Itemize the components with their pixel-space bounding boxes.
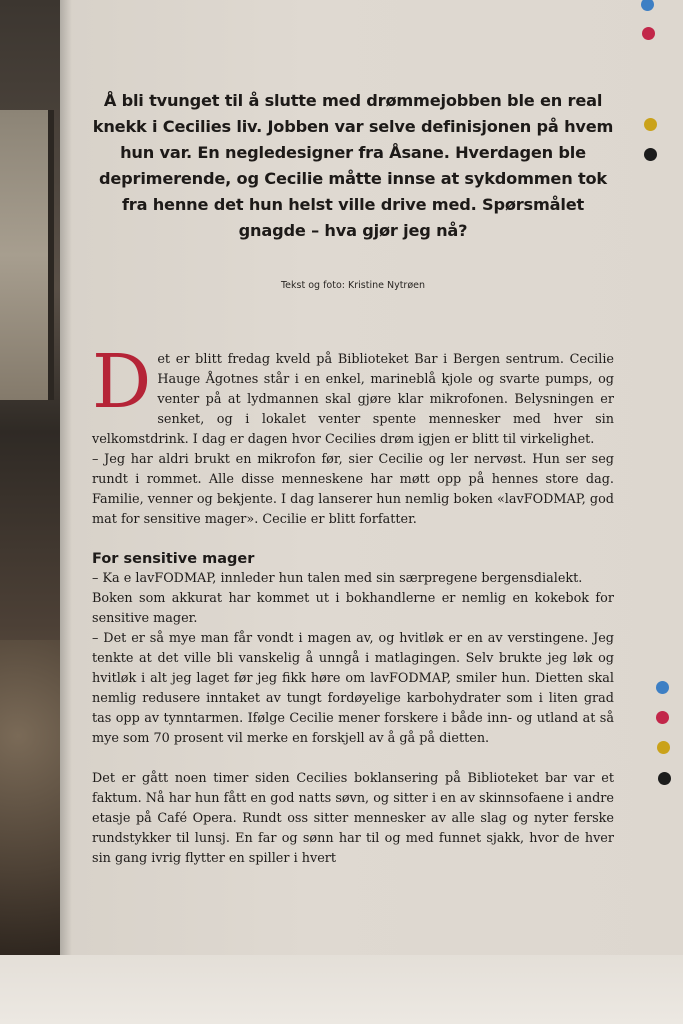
adjacent-page-photo bbox=[0, 0, 60, 960]
stone-image bbox=[0, 640, 60, 960]
article-body bbox=[92, 339, 614, 869]
body-paragraph: Det er gått noen timer siden Cecilies boklansering på Biblioteket bar var et faktum. Nå har hun fått en god natts søvn, og sitter i en av skinnsofaene i andre etasje på Café Opera. Rundt oss sitter mennesker av alle slag og nyter ferske rundstykker til lunsj. En far og sønn har til og med funnet sjakk, hvor de hver sin gang ivrig flytter en spiller i hvert bbox=[92, 771, 614, 866]
registration-dot-black-icon bbox=[658, 772, 671, 785]
article-byline: Tekst og foto: Kristine Nytrøen bbox=[280, 280, 426, 291]
body-paragraph: – Jeg har aldri brukt en mikrofon før, sier Cecilie og ler nervøst. Hun ser seg rundt i rommet. Alle disse menneskene har møtt opp på hennes store dag. Familie, venner og bekjente. I dag lanserer hun nemlig boken «lavFODMAP, god mat for sensitive mager». Cecilie er blitt forfatter. bbox=[92, 452, 614, 527]
page-bottom-margin bbox=[0, 955, 683, 1024]
registration-dot-yellow-icon bbox=[657, 741, 670, 754]
drop-cap: D bbox=[92, 339, 152, 425]
magazine-article bbox=[88, 0, 633, 955]
registration-dot-red-icon bbox=[656, 711, 669, 724]
registration-dot-blue-icon bbox=[656, 681, 669, 694]
body-paragraph: – Ka e lavFODMAP, innleder hun talen med sin særpregene bergensdialekt. bbox=[92, 571, 583, 586]
window-image bbox=[0, 110, 54, 400]
intro-paragraph bbox=[92, 339, 614, 450]
registration-dot-yellow-icon bbox=[644, 118, 657, 131]
page-shadow bbox=[60, 0, 72, 1024]
section-subheading: For sensitive mager bbox=[92, 551, 255, 567]
body-paragraph: – Det er så mye man får vondt i magen av, og hvitløk er en av verstingene. Jeg tenkte at det ville bli vanskelig å unngå i matlagingen. Selv brukte jeg løk og hvitløk i alt jeg laget før jeg fikk høre om lavFODMAP, smiler hun. Dietten skal nemlig redusere inntaket av tungt fordøyelige karbohydrater som i liten grad tas opp av tynntarmen. Ifølge Cecilie mener forskere i både inn- og utland at så mye som 70 prosent vil merke en forskjell av å gå på dietten. bbox=[92, 631, 614, 746]
registration-dot-black-icon bbox=[644, 148, 657, 161]
body-paragraph: Boken som akkurat har kommet ut i bokhandlerne er nemlig en kokebok for sensitive mager. bbox=[92, 591, 614, 626]
registration-dot-red-icon bbox=[642, 27, 655, 40]
article-lead: Å bli tvunget til å slutte med drømmejobben ble en real knekk i Cecilies liv. Jobben var selve definisjonen på hvem hun var. En negledesigner fra Åsane. Hverdagen ble deprimerende, og Cecilie måtte innse at sykdommen tok fra henne det hun helst ville drive med. Spørsmålet gnagde – hva gjør jeg nå? bbox=[92, 91, 614, 240]
intro-text: et er blitt fredag kveld på Biblioteket Bar i Bergen sentrum. Cecilie Hauge Ågotnes står i en enkel, marineblå kjole og svarte pumps, og venter på at lydmannen skal gjøre klar mikrofonen. Belysningen er senket, og i lokalet venter spente mennesker med hver sin velkomstdrink. I dag er dagen hvor Cecilies drøm igjen er blitt til virkelighet. bbox=[92, 352, 614, 447]
registration-dot-blue-icon bbox=[641, 0, 654, 11]
